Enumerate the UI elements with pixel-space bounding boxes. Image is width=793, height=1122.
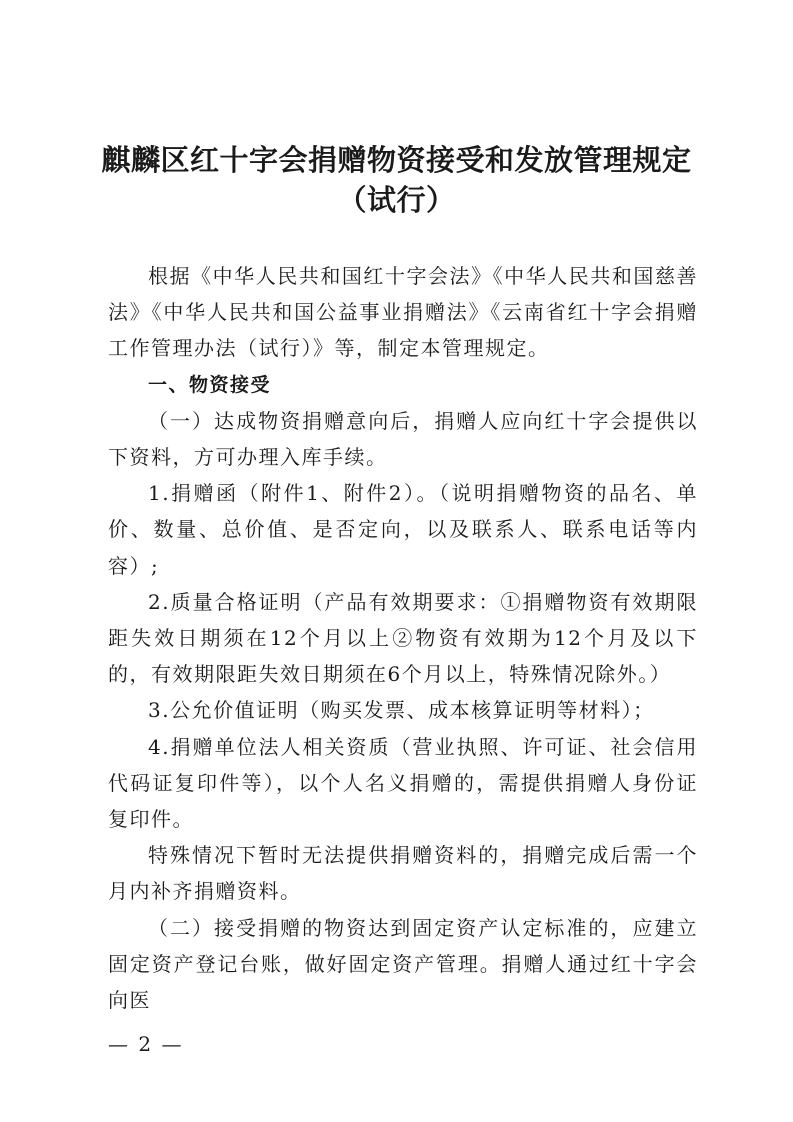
body-paragraph: 4.捐赠单位法人相关资质（营业执照、许可证、社会信用代码证复印件等），以个人名义捐赠的，需提供捐赠人身份证复印件。 <box>108 734 698 832</box>
page-number: — 2 — <box>108 1032 184 1056</box>
body-paragraph: 根据《中华人民共和国红十字会法》《中华人民共和国慈善法》《中华人民共和国公益事业捐赠法》《云南省红十字会捐赠工作管理办法（试行）》等，制定本管理规定。 <box>108 264 698 361</box>
body-paragraph: 3.公允价值证明（购买发票、成本核算证明等材料）； <box>148 698 655 723</box>
body-paragraph: 2.质量合格证明（产品有效期要求：①捐赠物资有效期限距失效日期须在12个月以上②物资有效期为12个月及以下的，有效期限距失效日期须在6个月以上，特殊情况除外。） <box>108 589 698 687</box>
body-paragraph: （一）达成物资捐赠意向后，捐赠人应向红十字会提供以下资料，方可办理入库手续。 <box>108 408 698 470</box>
section-heading: 一、物资接受 <box>148 373 272 396</box>
document-title: 麒麟区红十字会捐赠物资接受和发放管理规定 <box>101 143 692 177</box>
body-paragraph: 1.捐赠函（附件1、附件2）。（说明捐赠物资的品名、单价、数量、总价值、是否定向，以及联系人、联系电话等内容）; <box>108 481 698 578</box>
document-subtitle: （试行） <box>337 183 456 217</box>
document-body <box>108 258 698 1018</box>
body-paragraph: （二）接受捐赠的物资达到固定资产认定标准的，应建立固定资产登记台账，做好固定资产管理。捐赠人通过红十字会向医 <box>108 915 698 1013</box>
body-paragraph: 特殊情况下暂时无法提供捐赠资料的，捐赠完成后需一个月内补齐捐赠资料。 <box>108 843 698 904</box>
